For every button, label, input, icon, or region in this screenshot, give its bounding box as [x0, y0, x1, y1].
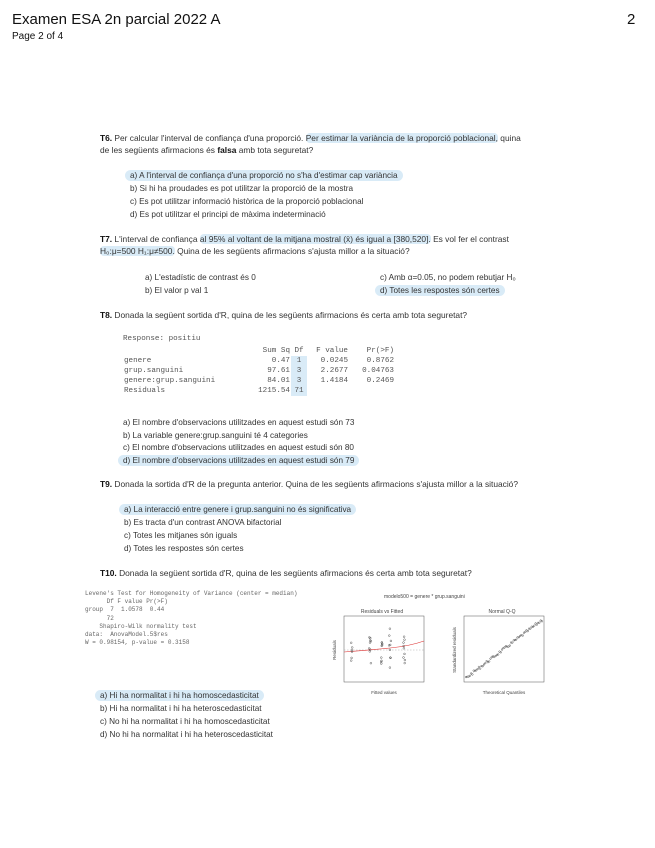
- normal-qq-plot: [450, 606, 550, 698]
- t8-option-b[interactable]: b) La variable genere:grup.sanguini té 4 categories: [123, 431, 308, 440]
- t7-option-d[interactable]: d) Totes les respostes són certes: [375, 285, 505, 296]
- t10-option-a[interactable]: a) Hi ha normalitat i hi ha homoscedasticitat: [95, 690, 264, 701]
- question-number: T6.: [100, 133, 113, 143]
- y-axis-label: Residuals: [332, 640, 337, 660]
- plot-title: Residuals vs Fitted: [360, 609, 404, 615]
- t9-option-b[interactable]: b) Es tracta d'un contrast ANOVA bifactorial: [124, 518, 282, 527]
- residual-point: [388, 635, 390, 637]
- qq-point: [541, 621, 543, 623]
- r-line: Shapiro-Wilk normality test: [85, 622, 197, 630]
- residual-point: [381, 645, 383, 647]
- qq-point: [527, 630, 529, 632]
- t7-option-b[interactable]: b) El valor p val 1: [145, 286, 209, 295]
- question-number: T9.: [100, 479, 113, 489]
- qq-point: [488, 661, 490, 663]
- y-axis-label: Standardized residuals: [452, 627, 457, 673]
- qq-point: [534, 625, 536, 627]
- reference-line: [466, 620, 542, 678]
- anova-header-row: Sum Sq Df F value Pr(>F): [262, 347, 394, 356]
- qq-points: [465, 620, 543, 678]
- residual-point: [380, 657, 382, 659]
- plot-formula: modelo500 = genere * grup.sanguini: [384, 594, 465, 600]
- highlight: H₀:μ=500 H₁:μ≠500.: [100, 245, 175, 256]
- page-number: 2: [627, 11, 636, 28]
- qq-point: [469, 675, 471, 677]
- page-info: Page 2 of 4: [12, 31, 64, 42]
- r-line: group 7 1.0578 0.44: [85, 606, 165, 614]
- question-t8: T8. Donada la següent sortida d'R, quina de les següents afirmacions és certa amb tota seguretat?: [100, 310, 468, 320]
- qq-point: [501, 649, 503, 651]
- residual-point: [403, 657, 405, 659]
- r-line: 72: [85, 614, 114, 622]
- document-title: Examen ESA 2n parcial 2022 A: [12, 11, 221, 28]
- qq-point: [479, 668, 481, 670]
- residual-point: [389, 667, 391, 669]
- t6-option-d[interactable]: d) Es pot utilitzar el principi de màxima indeterminació: [130, 210, 326, 219]
- residual-point: [381, 660, 383, 662]
- question-t9: T9. Donada la sortida d'R de la pregunta anterior. Quina de les següents afirmacions s'ajusta millor a la situació?: [100, 479, 518, 489]
- qq-point: [509, 645, 511, 647]
- residual-point: [403, 647, 405, 649]
- residual-points: [350, 628, 406, 669]
- question-t6-line1: T6. Per calcular l'interval de confiança d'una proporció. Per estimar la variància de la proporció poblacional, quina: [100, 133, 521, 143]
- residual-point: [389, 628, 391, 630]
- r-output-anova: [123, 334, 395, 396]
- x-axis-label: Theoretical Quantiles: [482, 690, 526, 695]
- question-number: T8.: [100, 310, 113, 320]
- t8-option-c[interactable]: c) El nombre d'observacions utilitzades en aquest estudi són 80: [123, 443, 354, 452]
- t8-option-a[interactable]: a) El nombre d'observacions utilitzades en aquest estudi són 73: [123, 418, 355, 427]
- anova-row: genere 0.47 1 0.0245 0.8762: [124, 357, 394, 366]
- residual-point: [351, 647, 353, 649]
- r-line: Df F value Pr(>F): [85, 598, 168, 606]
- highlight: al 95% al voltant de la mitjana mostral (x̄) és igual a [380,520].: [199, 234, 431, 244]
- residual-point: [351, 657, 353, 659]
- t10-option-d[interactable]: d) No hi ha normalitat i hi ha heteroscedasticitat: [100, 730, 273, 739]
- residual-point: [404, 662, 406, 664]
- qq-point: [477, 668, 479, 670]
- question-t7-line2: H₀:μ=500 H₁:μ≠500. Quina de les següents afirmacions s'ajusta millor a la situació?: [100, 245, 410, 256]
- t7-option-c[interactable]: c) Amb α=0.05, no podem rebutjar H₀: [380, 273, 516, 282]
- highlight: Per estimar la variància de la proporció poblacional,: [305, 133, 498, 143]
- residual-point: [404, 653, 406, 655]
- question-t6: [100, 133, 521, 156]
- t6-option-a[interactable]: a) A l'interval de confiança d'una proporció no s'ha d'estimar cap variància: [125, 170, 403, 181]
- t7-option-a[interactable]: a) L'estadístic de contrast és 0: [145, 273, 256, 282]
- question-number: T10.: [100, 568, 117, 578]
- residual-point: [350, 660, 352, 662]
- t9-option-c[interactable]: c) Totes les mitjanes són iguals: [124, 531, 238, 540]
- qq-point: [478, 666, 480, 668]
- plot-frame: [344, 616, 424, 682]
- qq-point: [536, 624, 538, 626]
- residual-point: [350, 642, 352, 644]
- t10-option-b[interactable]: b) Hi ha normalitat i hi ha heteroscedasticitat: [100, 704, 262, 713]
- anova-row: genere:grup.sanguini 84.01 3 1.4184 0.2469: [124, 377, 394, 386]
- residual-point: [389, 644, 391, 646]
- anova-table: [123, 346, 395, 396]
- residual-point: [404, 639, 406, 641]
- qq-point: [525, 631, 527, 633]
- question-t6-line2: de les següents afirmacions és falsa amb tota seguretat?: [100, 144, 314, 155]
- t10-option-c[interactable]: c) No hi ha normalitat i hi ha homoscedasticitat: [100, 717, 270, 726]
- t9-option-d[interactable]: d) Totes les respostes són certes: [124, 544, 244, 553]
- x-axis-label: Fitted values: [371, 690, 397, 695]
- residual-point: [403, 636, 405, 638]
- residual-point: [390, 640, 392, 642]
- question-t10: T10. Donada la següent sortida d'R, quina de les següents afirmacions és certa amb tota seguretat?: [100, 568, 472, 578]
- residuals-vs-fitted-plot: [330, 606, 430, 698]
- residual-point: [369, 651, 371, 653]
- residual-point: [388, 645, 390, 647]
- t6-option-b[interactable]: b) Si hi ha proudades es pot utilitzar la proporció de la mostra: [130, 184, 354, 193]
- qq-point: [500, 652, 502, 654]
- r-output-tests: [85, 590, 297, 647]
- r-line: data: AnovaModel.5$res: [85, 631, 168, 639]
- residual-point: [370, 662, 372, 664]
- t8-option-d[interactable]: d) El nombre d'observacions utilitzades en aquest estudi són 79: [118, 455, 359, 466]
- r-line: Levene's Test for Homogeneity of Variance (center = median): [85, 590, 298, 597]
- t6-option-c[interactable]: c) Es pot utilitzar informació històrica de la proporció poblacional: [130, 197, 364, 206]
- question-t7-line1: T7. L'interval de confiança al 95% al voltant de la mitjana mostral (x̄) és igual a [380,520]. Es vol fer el contrast: [100, 234, 509, 244]
- r-line: W = 0.98154, p-value = 0.3158: [85, 639, 190, 647]
- residual-point: [404, 659, 406, 661]
- qq-point: [472, 674, 474, 676]
- question-t7: [100, 234, 509, 257]
- anova-row: grup.sanguini 97.61 3 2.2677 0.04763: [124, 367, 394, 376]
- smooth-line: [344, 641, 424, 652]
- t9-option-a[interactable]: a) La interacció entre genere i grup.sanguini no és significativa: [119, 504, 356, 515]
- question-number: T7.: [100, 234, 113, 244]
- residual-point: [403, 642, 405, 644]
- plot-title: Normal Q-Q: [488, 609, 516, 615]
- r-response-title: Response: positiu: [123, 335, 201, 343]
- anova-row: Residuals 1215.54 71: [123, 386, 395, 396]
